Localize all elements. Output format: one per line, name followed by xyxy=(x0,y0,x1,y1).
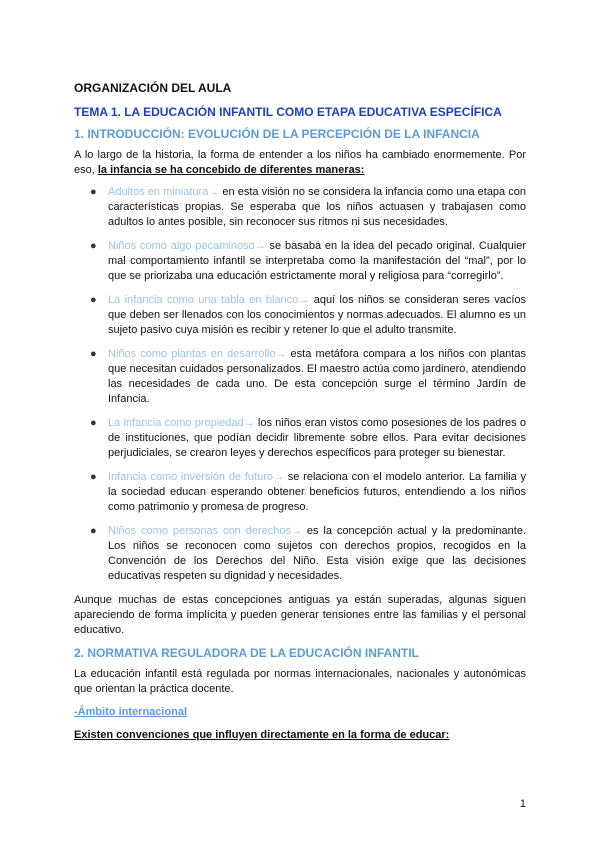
section-2-title: 2. NORMATIVA REGULADORA DE LA EDUCACIÓN INFANTIL xyxy=(74,646,419,660)
tema-title: TEMA 1. LA EDUCACIÓN INFANTIL COMO ETAPA EDUCATIVA ESPECÍFICA xyxy=(74,105,502,119)
list-item xyxy=(74,470,526,515)
document-page xyxy=(74,70,526,743)
bullet-icon: ● xyxy=(90,294,97,306)
section-1-title: 1. INTRODUCCIÓN: EVOLUCIÓN DE LA PERCEPCIÓN DE LA INFANCIA xyxy=(74,127,480,141)
bullet-icon: ● xyxy=(90,186,97,198)
list-item xyxy=(74,293,526,338)
bullet-icon: ● xyxy=(90,240,97,252)
list-item-text: esta metáfora compara a los niños con plantas que necesitan cuidados personalizados. El maestro actúa como jardinero, atendiendo las necesidades de cada uno. De esta concepción surge el término Jardín de Infancia. xyxy=(108,348,526,405)
intro-text: A lo largo de la historia, la forma de entender a los niños ha cambiado enormemente. Por eso, xyxy=(74,149,526,176)
document-heading: ORGANIZACIÓN DEL AULA xyxy=(74,81,232,95)
list-item xyxy=(74,416,526,461)
list-item-term: Adultos en miniatura→ xyxy=(108,186,220,198)
list-item-term: La infancia como propiedad→ xyxy=(108,417,255,429)
list-item-text: aquí los niños se consideran seres vacíos que deben ser llenados con los conocimientos y normas adecuados. El alumno es un sujeto pasivo cuya misión es recibir y retener lo que el adulto transmite. xyxy=(108,294,526,336)
list-item-text: los niños eran vistos como posesiones de los padres o de instituciones, que podían decidir libremente sobre ellos. Para evitar decisiones perjudiciales, se crearon leyes y derechos específicos para proteger su bienestar. xyxy=(108,417,526,459)
intro-paragraph xyxy=(74,148,526,178)
ambito-internacional-heading: -Ámbito internacional xyxy=(74,706,188,718)
bullet-icon: ● xyxy=(90,525,97,537)
list-item-text: es la concepción actual y la predominante. Los niños se reconocen como sujetos con derechos propios, recogidos en la Convención de los Derechos del Niño. Esta visión exige que las decisiones educativas respeten su dignidad y necesidades. xyxy=(108,525,527,582)
page-number: 1 xyxy=(519,798,526,810)
concepciones-list xyxy=(74,185,526,584)
list-item-term: Niños como plantas en desarrollo→ xyxy=(108,348,287,360)
list-item-term: La infancia como una tabla en blanco→ xyxy=(108,294,310,306)
list-item xyxy=(74,347,526,407)
list-item-term: Niños como personas con derechos→ xyxy=(108,525,302,537)
convenciones-heading: Existen convenciones que influyen directamente en la forma de educar: xyxy=(74,729,450,741)
bullet-icon: ● xyxy=(90,471,97,483)
list-item-term: Infancia como inversión de futuro→ xyxy=(108,471,284,483)
list-item-text: en esta visión no se considera la infancia como una etapa con características propias. Se esperaba que los niños actuasen y trabajasen como adultos lo antes posible, sin reconocer sus ritmos ni sus necesidades. xyxy=(108,186,526,228)
list-item-text: se relaciona con el modelo anterior. La familia y la sociedad educan esperando obtener beneficios futuros, entendiendo a los niños como patrimonio y promesa de progreso. xyxy=(108,471,526,513)
list-item xyxy=(74,239,526,284)
list-item xyxy=(74,185,526,230)
section-2-paragraph: La educación infantil está regulada por normas internacionales, nacionales y autonómicas que orientan la práctica docente. xyxy=(74,668,526,695)
bullet-icon: ● xyxy=(90,348,97,360)
list-item-term: Niños como algo pecaminoso→ xyxy=(108,240,266,252)
intro-emphasis: la infancia se ha concebido de diferentes maneras: xyxy=(97,164,365,176)
list-item xyxy=(74,524,526,584)
bullet-icon: ● xyxy=(90,417,97,429)
closing-paragraph: Aunque muchas de estas concepciones antiguas ya están superadas, algunas siguen apareciendo de forma implícita y pueden generar tensiones entre las familias y el personal educativo. xyxy=(74,594,526,636)
list-item-text: se basaba en la idea del pecado original. Cualquier mal comportamiento infantil se interpretaba como la manifestación del “mal”, por lo que se priorizaba una educación estrictamente moral y religiosa para “corregirlo”. xyxy=(108,240,526,282)
